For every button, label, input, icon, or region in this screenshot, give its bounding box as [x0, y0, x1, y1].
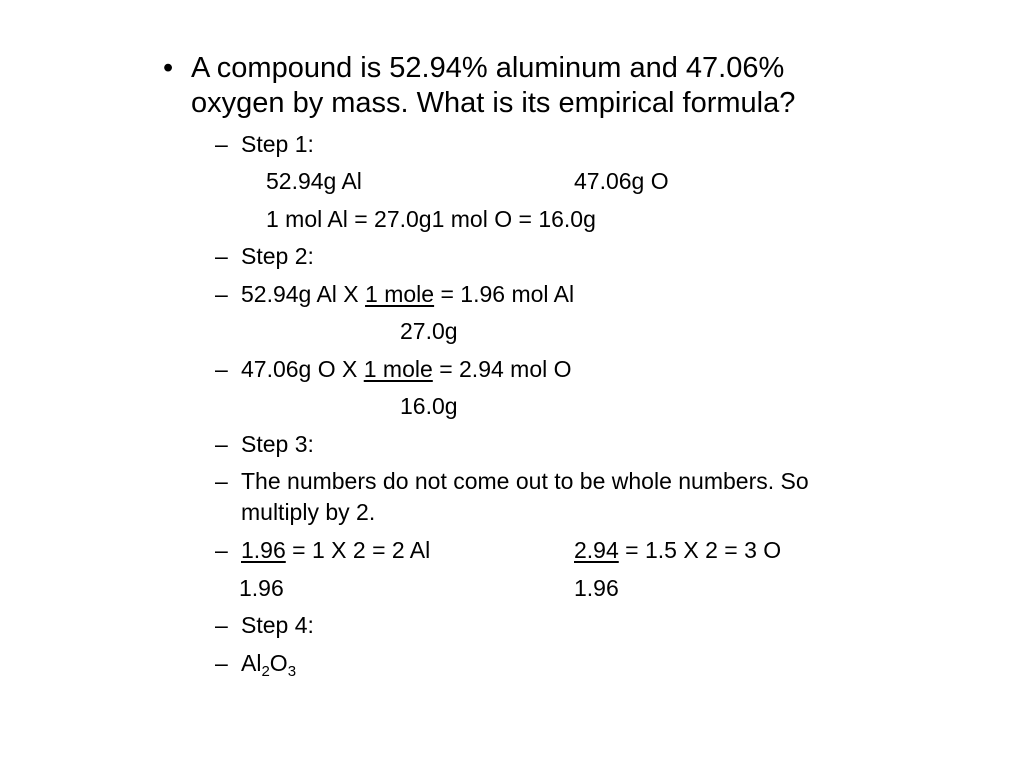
step2-o-calc-result: = 2.94 mol O	[439, 356, 572, 382]
step3-label: Step 3:	[241, 431, 314, 457]
step2-o-denominator: 16.0g	[400, 393, 458, 419]
step1-al-mass: 52.94g Al	[266, 168, 362, 194]
step3-al-numerator: 1.96	[241, 537, 286, 563]
step3-o-denominator: 1.96	[574, 575, 619, 601]
step2-al-calc-prefix: 52.94g Al X	[241, 281, 359, 307]
step3-al-ratio	[241, 539, 430, 562]
step1-o-mass: 47.06g O	[574, 168, 669, 194]
step3-note-line-1: The numbers do not come out to be whole numbers. So	[241, 468, 809, 494]
step2-al-denominator: 27.0g	[400, 318, 458, 344]
step1-molar-masses: 1 mol Al = 27.0g1 mol O = 16.0g	[266, 206, 596, 232]
dash-marker: –	[215, 537, 228, 563]
empirical-formula	[241, 650, 297, 680]
dash-marker: –	[215, 468, 228, 494]
step2-al-calc-unit: 1 mole	[365, 281, 435, 307]
formula-subscript-al: 2	[261, 663, 270, 680]
formula-element-al: Al	[241, 650, 262, 676]
formula-subscript-o: 3	[287, 663, 297, 680]
step2-o-calc-prefix: 47.06g O X	[241, 356, 358, 382]
step2-al-calc	[241, 283, 574, 306]
dash-marker: –	[215, 131, 228, 157]
step3-note-line-2: multiply by 2.	[241, 499, 376, 525]
step3-o-ratio	[574, 539, 781, 562]
step3-o-numerator: 2.94	[574, 537, 619, 563]
step3-o-result: = 1.5 X 2 = 3 O	[625, 537, 782, 563]
step2-o-calc	[241, 358, 572, 381]
dash-marker: –	[215, 650, 228, 676]
question-line-2: oxygen by mass. What is its empirical formula?	[191, 87, 796, 119]
dash-marker: –	[215, 612, 228, 638]
step4-label: Step 4:	[241, 612, 314, 638]
dash-marker: –	[215, 281, 228, 307]
dash-marker: –	[215, 356, 228, 382]
step2-al-calc-result: = 1.96 mol Al	[440, 281, 575, 307]
step2-label: Step 2:	[241, 243, 314, 269]
step1-label: Step 1:	[241, 131, 314, 157]
step3-al-denominator: 1.96	[239, 575, 284, 601]
dash-marker: –	[215, 243, 228, 269]
formula-element-o: O	[269, 650, 288, 676]
bullet-marker: •	[163, 52, 174, 84]
step2-o-calc-unit: 1 mole	[363, 356, 433, 382]
step3-al-result: = 1 X 2 = 2 Al	[292, 537, 431, 563]
dash-marker: –	[215, 431, 228, 457]
question-line-1: A compound is 52.94% aluminum and 47.06%	[191, 52, 785, 84]
